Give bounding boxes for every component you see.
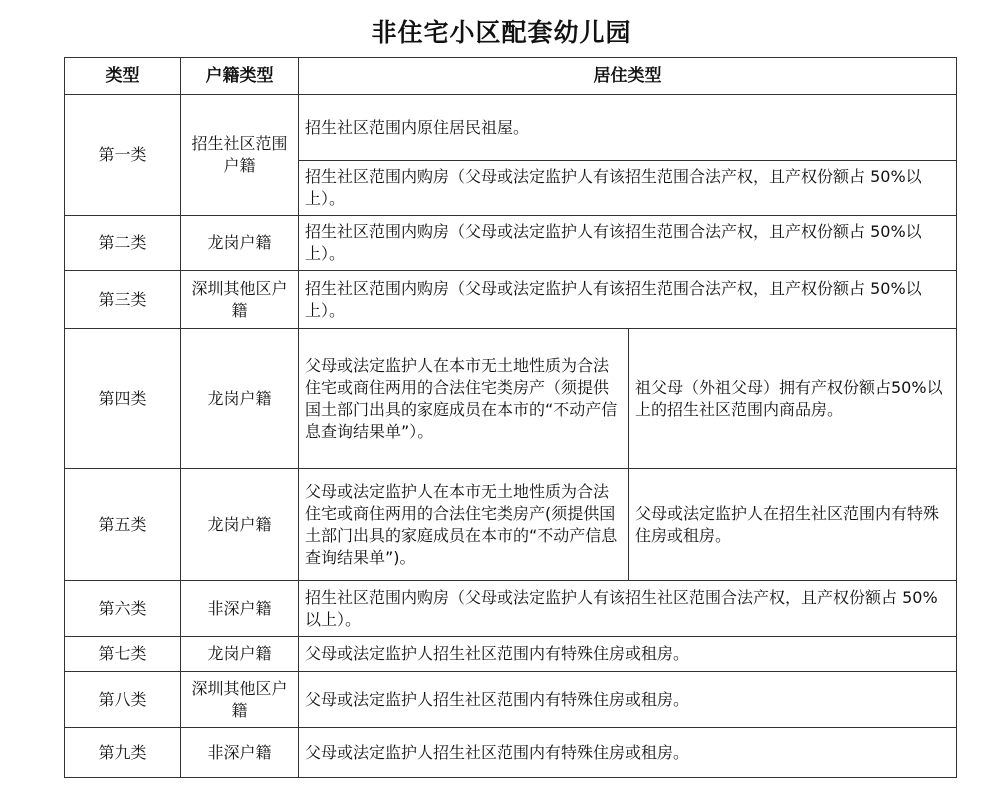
table-row [65, 95, 957, 161]
residence-left-cell: 父母或法定监护人在本市无土地性质为合法住宅或商住两用的合法住宅类房产(须提供国土部门出具的家庭成员在本市的“不动产信息查询结果单”)。 [299, 469, 629, 581]
hukou-cell: 非深户籍 [181, 581, 299, 637]
residence-cell: 招生社区范围内购房（父母或法定监护人有该招生范围合法产权，且产权份额占 50%以上）。 [299, 271, 957, 329]
hukou-cell: 深圳其他区户籍 [181, 672, 299, 728]
header-hukou: 户籍类型 [181, 58, 299, 95]
residence-cell: 父母或法定监护人招生社区范围内有特殊住房或租房。 [299, 672, 957, 728]
header-category: 类型 [65, 58, 181, 95]
hukou-cell: 龙岗户籍 [181, 637, 299, 672]
hukou-cell: 龙岗户籍 [181, 216, 299, 271]
category-cell: 第一类 [65, 95, 181, 216]
enrollment-table [64, 57, 957, 778]
category-cell: 第二类 [65, 216, 181, 271]
table-row [65, 329, 957, 469]
category-cell: 第三类 [65, 271, 181, 329]
category-cell: 第六类 [65, 581, 181, 637]
category-cell: 第七类 [65, 637, 181, 672]
table-row [65, 637, 957, 672]
hukou-cell: 深圳其他区户籍 [181, 271, 299, 329]
category-cell: 第八类 [65, 672, 181, 728]
hukou-cell: 龙岗户籍 [181, 469, 299, 581]
hukou-cell: 招生社区范围户籍 [181, 95, 299, 216]
residence-cell: 招生社区范围内购房（父母或法定监护人有该招生范围合法产权，且产权份额占 50%以上）。 [299, 216, 957, 271]
residence-cell: 招生社区范围内原住居民祖屋。 [299, 95, 957, 161]
residence-cell: 父母或法定监护人招生社区范围内有特殊住房或租房。 [299, 637, 957, 672]
category-cell: 第九类 [65, 728, 181, 778]
table-row [65, 469, 957, 581]
table-row [65, 216, 957, 271]
table-row [65, 728, 957, 778]
residence-right-cell: 父母或法定监护人在招生社区范围内有特殊住房或租房。 [629, 469, 957, 581]
hukou-cell: 非深户籍 [181, 728, 299, 778]
table-row [65, 672, 957, 728]
table-row [65, 581, 957, 637]
residence-right-cell: 祖父母（外祖父母）拥有产权份额占50%以上的招生社区范围内商品房。 [629, 329, 957, 469]
header-residence: 居住类型 [299, 58, 957, 95]
table-header-row [65, 58, 957, 95]
residence-left-cell: 父母或法定监护人在本市无土地性质为合法住宅或商住两用的合法住宅类房产（须提供国土部门出具的家庭成员在本市的“不动产信息查询结果单”）。 [299, 329, 629, 469]
page-title: 非住宅小区配套幼儿园 [371, 18, 632, 47]
table-row [65, 271, 957, 329]
residence-cell: 父母或法定监护人招生社区范围内有特殊住房或租房。 [299, 728, 957, 778]
hukou-cell: 龙岗户籍 [181, 329, 299, 469]
category-cell: 第五类 [65, 469, 181, 581]
residence-cell: 招生社区范围内购房（父母或法定监护人有该招生范围合法产权，且产权份额占 50%以上）。 [299, 161, 957, 216]
residence-cell: 招生社区范围内购房（父母或法定监护人有该招生社区范围合法产权，且产权份额占 50%以上）。 [299, 581, 957, 637]
category-cell: 第四类 [65, 329, 181, 469]
